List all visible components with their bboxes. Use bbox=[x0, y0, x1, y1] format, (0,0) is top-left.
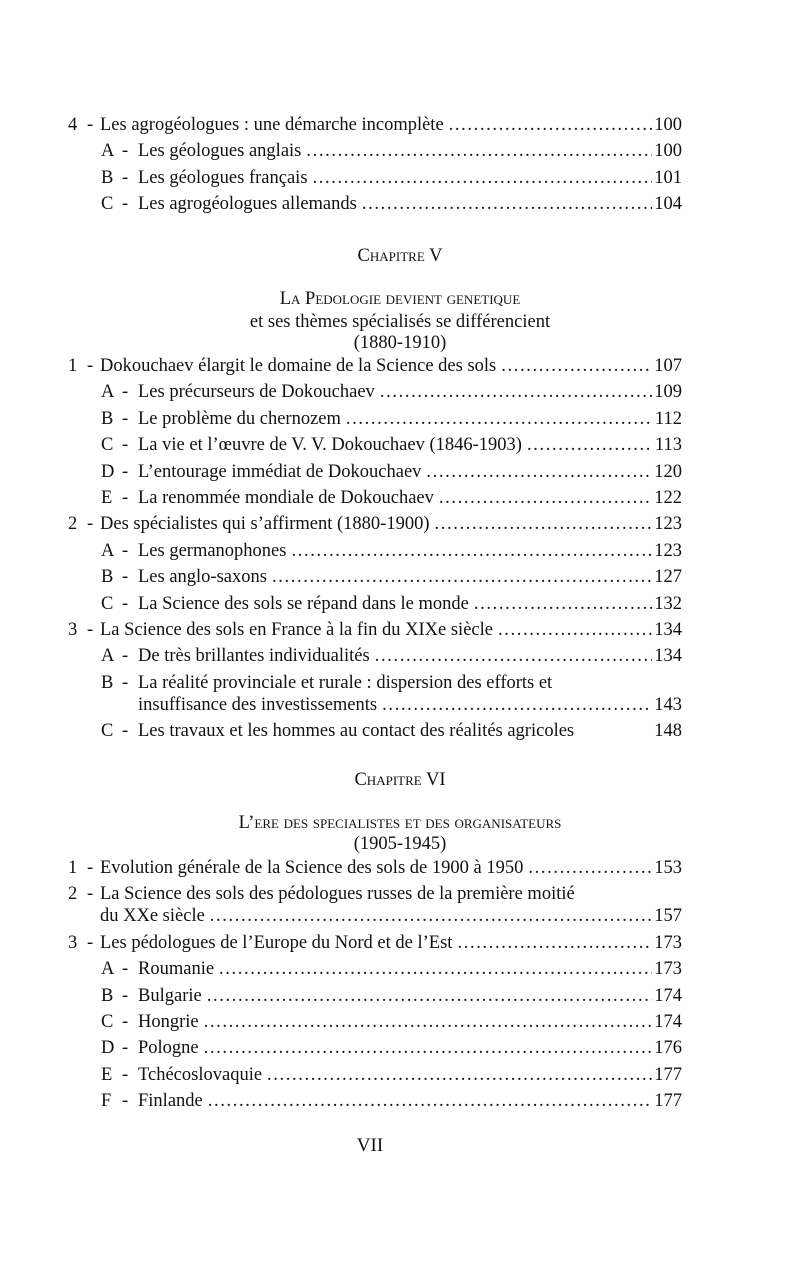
dot-leader bbox=[219, 956, 652, 982]
subentry-title: Les travaux et les hommes au contact des réalités agricoles bbox=[138, 721, 575, 742]
subentry-title: Les agrogéologues allemands bbox=[138, 194, 357, 215]
entry-number: 3 bbox=[68, 932, 78, 953]
subentry-page: 112 bbox=[654, 408, 682, 429]
dot-leader bbox=[306, 138, 652, 164]
subentry-letter: B bbox=[101, 408, 114, 429]
entry-title-line1: La Science des sols des pédologues russes de la première moitié bbox=[100, 884, 575, 905]
subentry-letter: B bbox=[101, 167, 114, 188]
dot-leader bbox=[313, 165, 652, 191]
dot-leader bbox=[435, 511, 653, 537]
entry-title: Les agrogéologues : une démarche incomplète bbox=[100, 115, 444, 135]
toc-subentry: C - La vie et l’œuvre de V. V. Dokouchaev (1846-1903) . . . 113 bbox=[0, 432, 800, 458]
subentry-title: Finlande bbox=[138, 1091, 203, 1112]
subentry-page: 132 bbox=[654, 593, 682, 614]
subentry-page: 113 bbox=[654, 435, 682, 456]
entry-page: 100 bbox=[654, 115, 682, 135]
dot-leader bbox=[346, 406, 652, 432]
entry-page: 153 bbox=[654, 858, 682, 878]
dot-leader bbox=[498, 617, 652, 643]
entry-title: Evolution générale de la Science des sols de 1900 à 1950 bbox=[100, 858, 524, 878]
subentry-letter: B bbox=[101, 567, 114, 588]
dot-leader bbox=[208, 1088, 652, 1114]
subentry-letter: C bbox=[101, 194, 114, 215]
toc-subentry: B - Les anglo-saxons . . . 127 bbox=[0, 564, 800, 590]
dot-leader bbox=[291, 538, 652, 564]
toc-subentry: C - Hongrie . . . 174 bbox=[0, 1009, 800, 1035]
dot-leader bbox=[204, 1035, 652, 1061]
toc-subentry: B - Les géologues français . . . 101 bbox=[0, 165, 800, 191]
chapter-5-dates: (1880-1910) bbox=[353, 333, 447, 353]
toc-subentry: D - Pologne . . . 176 bbox=[0, 1035, 800, 1061]
subentry-letter: D bbox=[101, 1038, 115, 1059]
subentry-page: 134 bbox=[654, 646, 682, 667]
chapter-6-title: L’ere des specialistes et des organisateurs bbox=[238, 813, 562, 833]
subentry-page: 100 bbox=[654, 141, 682, 162]
subentry-title: La vie et l’œuvre de V. V. Dokouchaev (1846-1903) bbox=[138, 435, 522, 456]
toc-subentry-continuation bbox=[0, 692, 800, 718]
dot-leader bbox=[449, 112, 652, 138]
subentry-title: Bulgarie bbox=[138, 985, 202, 1006]
chapter-6-dates: (1905-1945) bbox=[353, 834, 447, 854]
toc-entry: 1 - Evolution générale de la Science des sols de 1900 à 1950 . . . 153 bbox=[0, 855, 800, 881]
subentry-page: 177 bbox=[654, 1091, 682, 1112]
subentry-title: Les germanophones bbox=[138, 540, 287, 561]
subentry-title: Les géologues anglais bbox=[138, 141, 302, 162]
subentry-page: 122 bbox=[654, 487, 682, 508]
subentry-page: 101 bbox=[654, 167, 682, 188]
toc-entry: 1 - Dokouchaev élargit le domaine de la Science des sols . . . 107 bbox=[0, 353, 800, 379]
dot-leader bbox=[380, 379, 652, 405]
subentry-page: 148 bbox=[654, 721, 682, 742]
subentry-page: 127 bbox=[654, 567, 682, 588]
subentry-title-line1: La réalité provinciale et rurale : dispersion des efforts et bbox=[138, 672, 553, 693]
toc-subentry: B - La réalité provinciale et rurale : dispersion des efforts et bbox=[0, 670, 800, 692]
toc-entry-continuation bbox=[0, 903, 800, 929]
dot-leader bbox=[207, 983, 652, 1009]
entry-number: 3 bbox=[68, 619, 78, 640]
dot-leader bbox=[382, 692, 652, 718]
dot-leader bbox=[528, 855, 652, 881]
subentry-letter: A bbox=[101, 382, 115, 403]
subentry-letter: B bbox=[101, 985, 114, 1006]
toc-subentry: E - La renommée mondiale de Dokouchaev . . . 122 bbox=[0, 485, 800, 511]
subentry-letter: D bbox=[101, 461, 115, 482]
toc-subentry: C - La Science des sols se répand dans le monde . . . 132 bbox=[0, 591, 800, 617]
subentry-page: 174 bbox=[654, 985, 682, 1006]
dot-leader bbox=[439, 485, 652, 511]
dot-leader bbox=[457, 930, 652, 956]
subentry-page: 104 bbox=[654, 194, 682, 215]
subentry-title: La Science des sols se répand dans le monde bbox=[138, 593, 469, 614]
entry-number: 4 bbox=[68, 115, 78, 135]
subentry-letter: A bbox=[101, 540, 115, 561]
toc-subentry: C - Les agrogéologues allemands . . . 104 bbox=[0, 191, 800, 217]
subentry-title: Roumanie bbox=[138, 959, 215, 980]
subentry-title: Les anglo-saxons bbox=[138, 567, 267, 588]
dot-leader bbox=[527, 432, 652, 458]
dot-leader bbox=[362, 191, 652, 217]
subentry-title: De très brillantes individualités bbox=[138, 646, 370, 667]
dot-leader bbox=[272, 564, 652, 590]
subentry-letter: C bbox=[101, 593, 114, 614]
toc-entry: 2 - La Science des sols des pédologues russes de la première moitié bbox=[0, 881, 800, 903]
subentry-letter: C bbox=[101, 721, 114, 742]
entry-page: 157 bbox=[654, 906, 682, 927]
subentry-page: 123 bbox=[654, 540, 682, 561]
toc-entry: 2 - Des spécialistes qui s’affirment (1880-1900) . . . 123 bbox=[0, 511, 800, 537]
subentry-page: 176 bbox=[654, 1038, 682, 1059]
subentry-letter: A bbox=[101, 646, 115, 667]
section-4-block bbox=[0, 112, 800, 218]
toc-subentry: A - Les géologues anglais . . . 100 bbox=[0, 138, 800, 164]
toc-subentry: A - De très brillantes individualités . . . 134 bbox=[0, 643, 800, 669]
subentry-letter: F bbox=[101, 1091, 112, 1112]
subentry-page: 109 bbox=[654, 382, 682, 403]
entry-title: Les pédologues de l’Europe du Nord et de l’Est bbox=[100, 932, 453, 953]
toc-subentry: A - Les précurseurs de Dokouchaev . . . 109 bbox=[0, 379, 800, 405]
subentry-title: La renommée mondiale de Dokouchaev bbox=[138, 487, 434, 508]
chapter-5-entries bbox=[0, 353, 800, 744]
subentry-page: 174 bbox=[654, 1011, 682, 1032]
chapter-6-entries bbox=[0, 855, 800, 1115]
subentry-title: Les géologues français bbox=[138, 167, 308, 188]
subentry-page: 177 bbox=[654, 1064, 682, 1085]
toc-subentry: B - Le problème du chernozem . . . 112 bbox=[0, 406, 800, 432]
entry-number: 2 bbox=[68, 514, 78, 535]
entry-title: Dokouchaev élargit le domaine de la Science des sols bbox=[100, 356, 497, 376]
entry-number: 1 bbox=[68, 858, 78, 878]
subentry-page: 120 bbox=[654, 461, 682, 482]
entry-number: 1 bbox=[68, 356, 78, 376]
dot-leader bbox=[267, 1062, 652, 1088]
entry-page: 107 bbox=[654, 356, 682, 376]
toc-subentry: A - Les germanophones . . . 123 bbox=[0, 538, 800, 564]
toc-subentry: B - Bulgarie . . . 174 bbox=[0, 983, 800, 1009]
subentry-title: Les précurseurs de Dokouchaev bbox=[138, 382, 375, 403]
entry-page: 134 bbox=[654, 619, 682, 640]
entry-page: 173 bbox=[654, 932, 682, 953]
subentry-letter: B bbox=[101, 672, 114, 693]
toc-subentry: D - L’entourage immédiat de Dokouchaev . . . 120 bbox=[0, 459, 800, 485]
chapter-5-title: La Pedologie devient genetique bbox=[279, 289, 521, 309]
dot-leader bbox=[210, 903, 652, 929]
subentry-title: Hongrie bbox=[138, 1011, 199, 1032]
subentry-letter: E bbox=[101, 487, 113, 508]
subentry-page: 173 bbox=[654, 959, 682, 980]
entry-page: 123 bbox=[654, 514, 682, 535]
subentry-title: Tchécoslovaquie bbox=[138, 1064, 263, 1085]
toc-subentry: C - Les travaux et les hommes au contact des réalités agricoles 148 bbox=[0, 718, 800, 744]
toc-subentry: E - Tchécoslovaquie . . . 177 bbox=[0, 1062, 800, 1088]
subentry-title-line2: insuffisance des investissements bbox=[138, 694, 378, 715]
subentry-title: L’entourage immédiat de Dokouchaev bbox=[138, 461, 422, 482]
dot-leader bbox=[204, 1009, 652, 1035]
toc-subentry: A - Roumanie . . . 173 bbox=[0, 956, 800, 982]
chapter-5-label: Chapitre V bbox=[357, 246, 443, 266]
chapter-6-label: Chapitre VI bbox=[354, 770, 446, 790]
entry-title-line2: du XXe siècle bbox=[100, 906, 205, 927]
toc-entry: 3 - La Science des sols en France à la fin du XIXe siècle . . . 134 bbox=[0, 617, 800, 643]
subentry-letter: C bbox=[101, 1011, 114, 1032]
subentry-letter: A bbox=[101, 959, 115, 980]
dot-leader bbox=[474, 591, 652, 617]
page-folio: VII bbox=[356, 1135, 384, 1156]
dot-leader bbox=[426, 459, 652, 485]
toc-subentry: F - Finlande . . . 177 bbox=[0, 1088, 800, 1114]
toc-entry: 4 - Les agrogéologues : une démarche incomplète . . . 100 bbox=[0, 112, 800, 138]
dot-leader bbox=[501, 353, 652, 379]
chapter-5-subtitle: et ses thèmes spécialisés se différencient bbox=[249, 312, 551, 332]
toc-entry: 3 - Les pédologues de l’Europe du Nord et de l’Est . . . 173 bbox=[0, 930, 800, 956]
subentry-title: Le problème du chernozem bbox=[138, 408, 341, 429]
entry-title: La Science des sols en France à la fin du XIXe siècle bbox=[100, 619, 493, 640]
subentry-title: Pologne bbox=[138, 1038, 199, 1059]
subentry-letter: A bbox=[101, 141, 115, 162]
entry-number: 2 bbox=[68, 884, 78, 905]
entry-title: Des spécialistes qui s’affirment (1880-1900) bbox=[100, 514, 430, 535]
subentry-letter: E bbox=[101, 1064, 113, 1085]
subentry-page: 143 bbox=[654, 694, 682, 715]
subentry-letter: C bbox=[101, 435, 114, 456]
dot-leader bbox=[375, 643, 652, 669]
